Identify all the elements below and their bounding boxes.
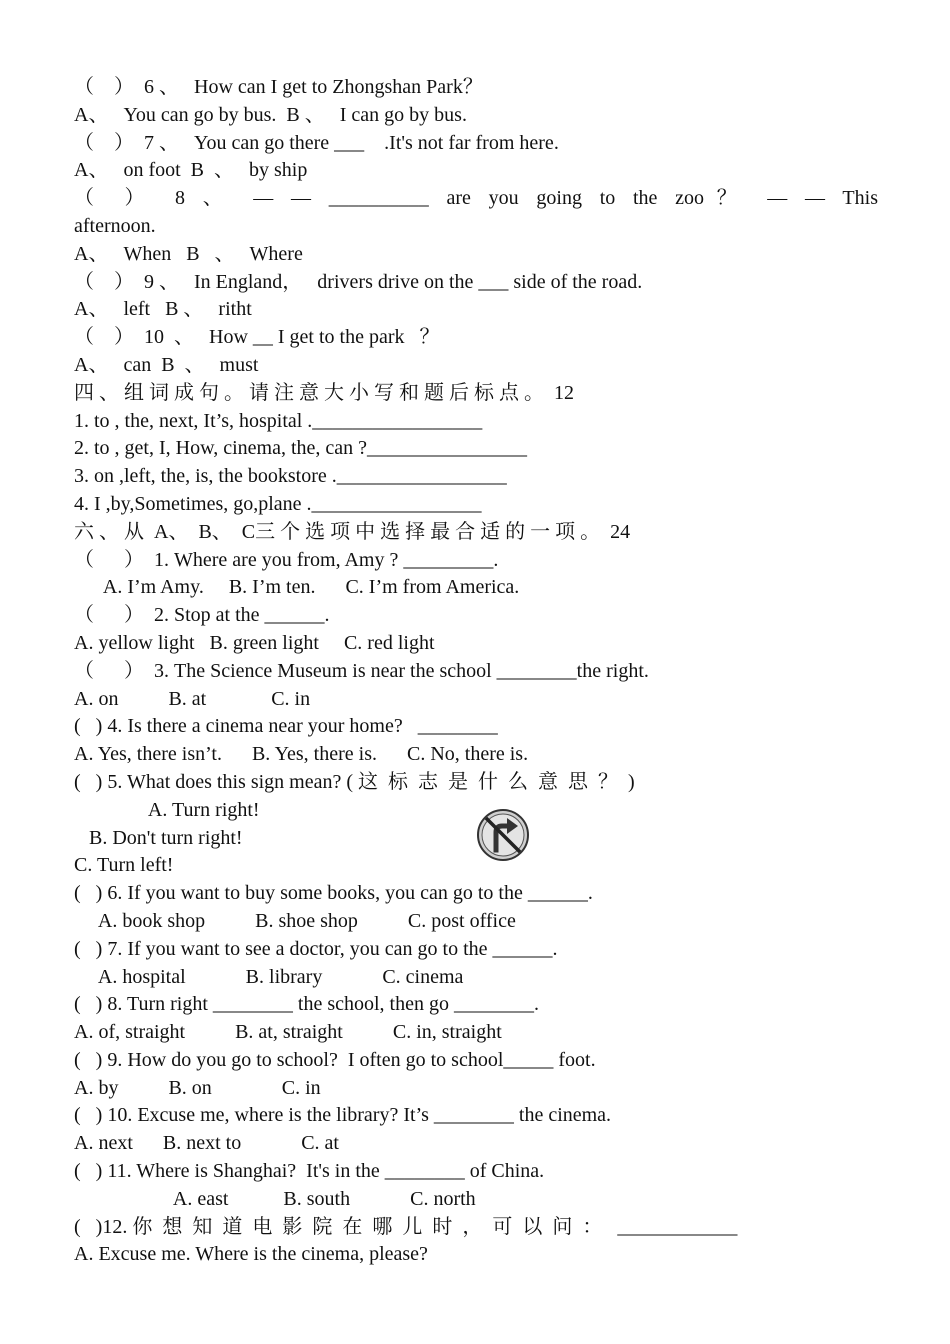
s6-q9-options: A. by B. on C. in — [74, 1076, 321, 1099]
s6-q5: ( ) 5. What does this sign mean? ( 这 标 志 是 什 么 意 思 ？ ) — [74, 770, 635, 793]
s6-q4-options: A. Yes, there isn’t. B. Yes, there is. C. No, there is. — [74, 743, 529, 766]
q8-options: A、 When B 、 Where — [74, 242, 303, 265]
q6-line: （ ） 6 、 How can I get to Zhongshan Park？ — [74, 76, 483, 98]
s6-q12: ( )12. 你 想 知 道 电 影 院 在 哪 儿 时 ， 可 以 问 ： ____________ — [74, 1215, 738, 1238]
q8-continuation: afternoon. — [74, 214, 156, 237]
section-four-heading: 四 、 组 词 成 句 。 请 注 意 大 小 写 和 题 后 标 点 。 12 — [74, 381, 574, 404]
sentence-4: 4. I ,by,Sometimes, go,plane ._________________ — [74, 492, 482, 515]
q6-options: A、 You can go by bus. B 、 I can go by bus. — [74, 103, 467, 126]
worksheet-page — [74, 74, 878, 1269]
sentence-2: 2. to , get, I, How, cinema, the, can ?________________ — [74, 437, 528, 460]
s6-q10-options: A. next B. next to C. at — [74, 1132, 339, 1155]
s6-q10: ( ) 10. Excuse me, where is the library? It’s ________ the cinema. — [74, 1104, 612, 1127]
s6-q7: ( ) 7. If you want to see a doctor, you can go to the ______. — [74, 937, 558, 960]
s6-q5-option-a: A. Turn right! — [74, 798, 260, 821]
q9-line: （ ） 9 、 In England， drivers drive on the ___ side of the road. — [74, 270, 643, 293]
s6-q5-option-c: C. Turn left! — [74, 854, 174, 877]
s6-q8-options: A. of, straight B. at, straight C. in, straight — [74, 1021, 502, 1044]
s6-q1: （ ） 1. Where are you from, Amy ? _________. — [74, 548, 499, 571]
q8-line: （ ） 8 、 — — __________ are you going to the zoo？ — — This — [74, 187, 878, 210]
q10-options: A、 can B 、 must — [74, 353, 259, 376]
s6-q11-options: A. east B. south C. north — [74, 1187, 476, 1210]
sentence-3: 3. on ,left, the, is, the bookstore ._________________ — [74, 465, 507, 488]
no-right-turn-icon — [476, 808, 530, 862]
s6-q9: ( ) 9. How do you go to school? I often go to school_____ foot. — [74, 1048, 596, 1071]
s6-q5-option-b: B. Don't turn right! — [74, 826, 243, 849]
s6-q2: （ ） 2. Stop at the ______. — [74, 604, 330, 627]
s6-q8: ( ) 8. Turn right ________ the school, then go ________. — [74, 993, 539, 1016]
s6-q3: （ ） 3. The Science Museum is near the school ________the right. — [74, 659, 649, 682]
s6-q3-options: A. on B. at C. in — [74, 687, 311, 710]
s6-q1-options: A. I’m Amy. B. I’m ten. C. I’m from America. — [74, 576, 520, 599]
s6-q11: ( ) 11. Where is Shanghai? It's in the ________ of China. — [74, 1160, 545, 1183]
q10-line: （ ） 10 、 How __ I get to the park ？ — [74, 326, 440, 349]
sentence-1: 1. to , the, next, It’s, hospital ._________________ — [74, 409, 483, 432]
q9-options: A、 left B 、 ritht — [74, 298, 252, 321]
s6-q6: ( ) 6. If you want to buy some books, you can go to the ______. — [74, 882, 593, 905]
s6-q12-option-a: A. Excuse me. Where is the cinema, please? — [74, 1243, 428, 1266]
s6-q4: ( ) 4. Is there a cinema near your home? ________ — [74, 715, 498, 738]
s6-q7-options: A. hospital B. library C. cinema — [74, 965, 464, 988]
s6-q2-options: A. yellow light B. green light C. red light — [74, 631, 435, 654]
section-six-heading: 六 、 从 A、 B、 C三 个 选 项 中 选 择 最 合 适 的 一 项 。 24 — [74, 520, 631, 543]
s6-q6-options: A. book shop B. shoe shop C. post office — [74, 909, 516, 932]
q7-options: A、 on foot B 、 by ship — [74, 159, 308, 182]
q7-line: （ ） 7 、 You can go there ___ .It's not far from here. — [74, 131, 559, 154]
